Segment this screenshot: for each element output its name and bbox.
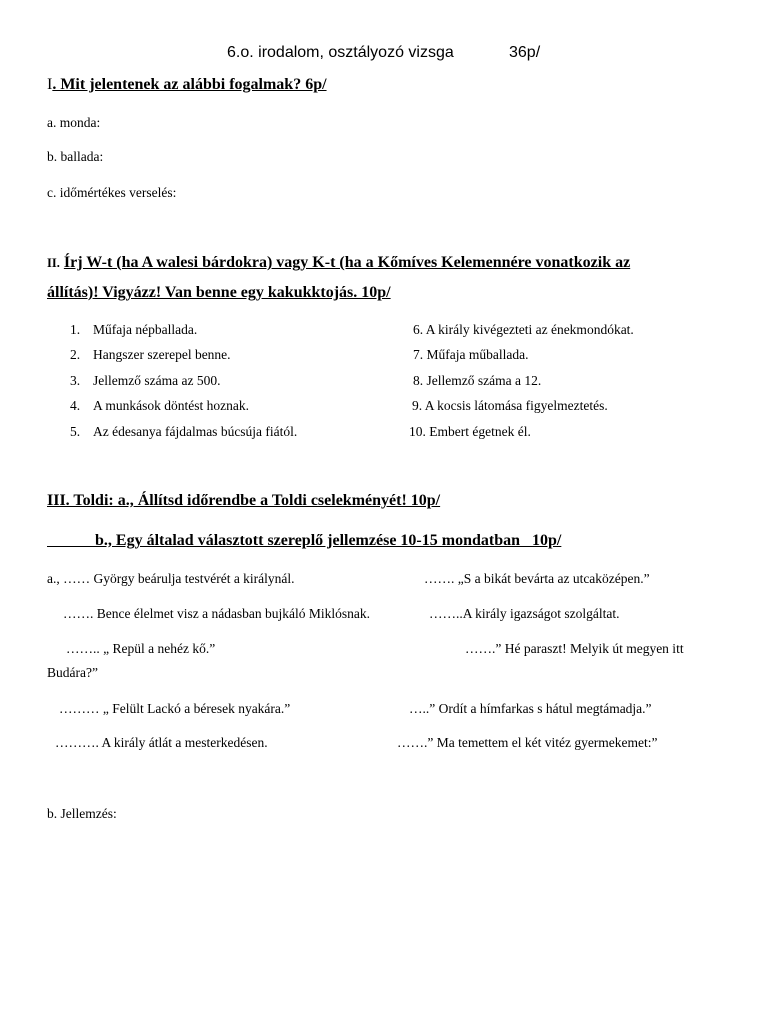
page-header	[227, 44, 454, 62]
item-number: 1.	[70, 322, 81, 337]
section2-right-item: 6. A király kivégezteti az énekmondókat.	[413, 322, 634, 337]
item-text: Jellemző száma az 500.	[93, 373, 221, 388]
section1-item-b: b. ballada:	[47, 149, 104, 164]
section2-left-item	[70, 424, 298, 440]
section2-right-item: 7. Műfaja műballada.	[413, 347, 529, 362]
section1-title: . Mit jelentenek az alábbi fogalmak? 6p/	[52, 76, 327, 93]
section3-heading-b: b., Egy általad választott szereplő jellemzése 10-15 mondatban 10p/	[47, 532, 562, 549]
item-number: 2.	[70, 347, 81, 362]
total-points: 36p/	[509, 44, 541, 61]
toldi-event: ……. Bence élelmet visz a nádasban bujkáló Miklósnak.	[63, 606, 371, 621]
section2-left-item	[70, 322, 198, 338]
toldi-event: ……. „S a bikát bevárta az utcaközépen.”	[424, 571, 650, 586]
item-number: 4.	[70, 398, 81, 413]
item-text: Az édesanya fájdalmas búcsúja fiától.	[93, 424, 298, 439]
item-number: 3.	[70, 373, 81, 388]
section2-left-item	[70, 398, 249, 414]
toldi-event: …….. „ Repül a nehéz kő.”	[66, 641, 216, 656]
item-number: 5.	[70, 424, 81, 439]
section1-heading	[47, 76, 327, 94]
toldi-event: ………. A király átlát a mesterkedésen.	[55, 735, 268, 750]
section1-item-c: c. időmértékes verselés:	[47, 185, 177, 200]
section1-item-a: a. monda:	[47, 115, 101, 130]
section2-right-item: 10. Embert égetnek él.	[409, 424, 531, 439]
jellemzes-label: b. Jellemzés:	[47, 806, 117, 821]
page-title: 6.o. irodalom, osztályozó vizsga	[227, 44, 454, 61]
toldi-event: …….” Hé paraszt! Melyik út megyen itt	[465, 641, 684, 656]
section2-title-line2: állítás)! Vigyázz! Van benne egy kakukktojás. 10p/	[47, 284, 391, 301]
section2-heading	[47, 254, 630, 272]
toldi-event: ……… „ Felült Lackó a béresek nyakára.”	[59, 701, 291, 716]
section2-right-item: 9. A kocsis látomása figyelmeztetés.	[412, 398, 608, 413]
section2-left-item	[70, 347, 231, 363]
section2-numeral: II.	[47, 256, 60, 270]
toldi-event: ……..A király igazságot szolgáltat.	[429, 606, 620, 621]
section2-left-item	[70, 373, 221, 389]
item-text: A munkások döntést hoznak.	[93, 398, 249, 413]
section2-title-line1: Írj W-t (ha A walesi bárdokra) vagy K-t (ha a Kőmíves Kelemennére vonatkozik az	[63, 254, 631, 271]
section3-heading-a: III. Toldi: a., Állítsd időrendbe a Toldi cselekményét! 10p/	[47, 492, 441, 509]
section2-right-item: 8. Jellemző száma a 12.	[413, 373, 542, 388]
toldi-event: …….” Ma temettem el két vitéz gyermekemet:”	[397, 735, 658, 750]
toldi-event-continuation: Budára?”	[47, 665, 98, 680]
item-text: Hangszer szerepel benne.	[93, 347, 231, 362]
item-text: Műfaja népballada.	[93, 322, 198, 337]
toldi-event: a., …… György beárulja testvérét a királynál.	[47, 571, 295, 586]
toldi-event: …..” Ordít a hímfarkas s hátul megtámadja.”	[409, 701, 652, 716]
section1-numeral: I	[47, 76, 53, 93]
